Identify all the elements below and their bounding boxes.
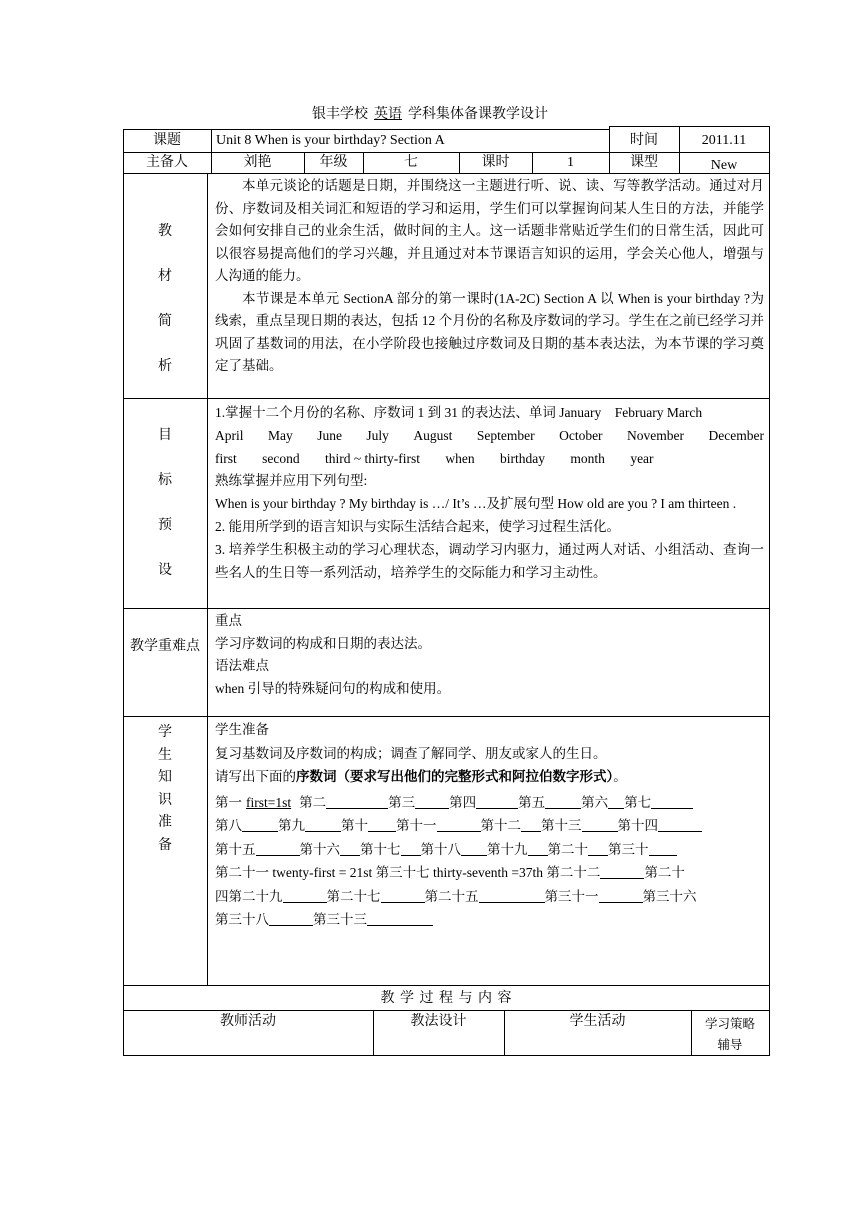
analysis-label-char: 简 [158,314,172,329]
grade-value: 七 [404,154,418,170]
period-label: 课时 [481,154,510,170]
analysis-label-char: 材 [158,269,172,284]
ordinal-example: first=1st [246,794,292,810]
answer-blank[interactable] [368,817,396,832]
topic-label: 课题 [153,132,181,148]
ordinal-prompt: 第十三 [541,818,582,833]
ordinal-prompt: 第九 [278,818,305,833]
time-value: 2011.11 [701,132,747,148]
answer-blank[interactable] [305,817,341,832]
ordinal-line-4 [215,861,764,885]
answer-blank[interactable] [588,841,608,856]
process-title: 教 学 过 程 与 内 容 [380,990,513,1006]
month-word: November [627,427,685,443]
month-word: August [413,427,453,443]
months-row [215,425,764,448]
ordinal-prompt: 第三十八 [215,912,269,927]
answer-blank[interactable] [269,911,313,926]
prep-label [123,722,207,857]
prep-task [215,765,764,789]
col-method-design: 教法设计 [410,1014,467,1029]
goals-label-char: 目 [158,428,172,443]
task-suffix: 。 [613,769,627,784]
goals-label-char: 预 [158,518,172,533]
col-learning-strategy-line: 辅导 [717,1038,743,1052]
answer-blank[interactable] [599,888,643,903]
difficulty-label: 教学重难点 [130,639,200,654]
ordinal-prompt: 第三 [388,794,416,810]
vocab-row [215,448,764,471]
ordinal-prompt: 第十 [341,818,368,833]
col-learning-strategy-line: 学习策略 [704,1017,755,1031]
answer-blank[interactable] [545,794,581,809]
school-name: 银丰学校 [312,107,368,122]
month-word: June [317,427,342,443]
prep-review: 复习基数词及序数词的构成；调查了解同学、朋友或家人的生日。 [215,745,607,761]
document-title [0,106,860,124]
ordinal-prompt: 第六 [581,794,609,810]
answer-blank[interactable] [479,888,545,903]
ordinal-prompt: 第七 [624,794,652,810]
type-value: New [710,157,738,173]
goal-2: 2. 能用所学到的语言知识与实际生活结合起来，使学习过程生活化。 [215,518,620,534]
answer-blank[interactable] [608,794,624,809]
answer-blank[interactable] [528,841,548,856]
difficulty-content [215,610,764,700]
ordinal-prompt: 第十一 [396,818,437,833]
key-point-text: 学习序数词的构成和日期的表达法。 [215,635,431,651]
month-word: October [559,427,603,443]
ordinal-prompt: 第五 [518,794,546,810]
ordinal-examples: 第二十一 twenty-first = 21st 第三十七 thirty-seventh =37th 第二十二 [215,865,601,880]
prep-label-char: 备 [158,837,172,853]
type-label: 课型 [630,154,658,170]
ordinal-line-6 [215,908,764,932]
prep-label-char: 学 [158,725,172,740]
ordinal-prompt: 第十九 [487,841,528,857]
answer-blank[interactable] [582,817,618,832]
month-word: May [267,427,293,443]
ordinal-prompt: 第十二 [480,818,521,833]
goal-1-intro: 1.掌握十二个月份的名称、序数词 1 到 31 的表达法、单词 January February March [215,405,703,420]
vocab-word: second [262,450,300,466]
answer-blank[interactable] [651,794,693,809]
analysis-label-char: 教 [158,224,172,239]
task-prefix: 请写出下面的 [215,769,296,784]
ordinal-prompt: 第二十五 [424,888,479,904]
goals-content [215,402,764,584]
time-label: 时间 [630,132,658,148]
analysis-paragraph-2: 本节课是本单元 SectionA 部分的第一课时(1A-2C) Section A 以 When is your birthday ?为线索，重点呈现日期的表达，包括 12 个月份的名称及序数词的学习。学生在之前已经学习并巩固了基数词的用法，在小学阶段也接触过序数词及日期的基本表达法，为本节课的学习奠定了基础。 [215,290,764,373]
grammar-difficulty-label: 语法难点 [215,658,269,673]
ordinal-prompt: 第三十三 [313,912,367,927]
col-student-activity: 学生活动 [569,1014,626,1029]
prep-label-char: 知 [158,770,172,785]
ordinal-line-2 [215,814,764,838]
answer-blank[interactable] [340,841,360,856]
ordinal-prompt: 第三十一 [544,888,599,904]
ordinal-prompt: 第三十六 [642,888,697,904]
answer-blank[interactable] [256,841,300,856]
ordinal-prompt: 第十八 [420,841,461,857]
vocab-word: year [630,450,654,466]
answer-blank[interactable] [658,817,702,832]
grade-label: 年级 [319,154,348,170]
ordinal-prompt: 第二十七 [326,888,381,904]
answer-blank[interactable] [283,888,327,903]
grammar-difficulty-text: when 引导的特殊疑问句的构成和使用。 [215,680,451,696]
key-point-label: 重点 [215,613,242,628]
ordinal-line-3 [215,838,764,862]
ordinal-prompt: 第八 [215,818,242,833]
subject-name: 英语 [374,107,402,122]
goals-label-char: 设 [158,563,172,578]
prep-label-char: 准 [158,815,172,830]
ordinal-prompt: 第四 [449,794,477,810]
month-word: December [708,427,764,443]
ordinal-prompt: 四第二十九 [215,888,283,904]
answer-blank[interactable] [381,888,425,903]
answer-blank[interactable] [649,841,677,856]
preparer-label: 主备人 [146,154,188,170]
goals-label [123,424,207,604]
vocab-word: first [215,450,237,466]
answer-blank[interactable] [242,817,278,832]
prep-label-char: 生 [158,747,172,763]
answer-blank[interactable] [415,794,449,809]
col-learning-strategy [691,1014,769,1056]
answer-blank[interactable] [521,817,541,832]
ordinal-prompt: 第三十 [608,841,649,857]
period-value: 1 [567,154,574,170]
answer-blank[interactable] [367,911,433,926]
vocab-word: third ~ thirty-first [325,450,421,466]
sentence-patterns: When is your birthday ? My birthday is …/ It’s …及扩展句型 How old are you ? I am thirteen . [215,496,737,512]
answer-blank[interactable] [461,841,487,856]
task-emphasis: 序数词（要求写出他们的完整形式和阿拉伯数字形式） [296,769,614,784]
prep-content [215,718,764,932]
ordinal-line-1 [215,791,764,815]
month-word: July [366,427,389,443]
patterns-intro: 熟练掌握并应用下列句型: [215,473,368,489]
ordinal-prompt: 第二 [299,794,327,810]
goals-label-char: 标 [158,473,172,488]
analysis-content [215,175,764,378]
goal-3: 3. 培养学生积极主动的学习心理状态，调动学习内驱力，通过两人对话、小组活动、查询一些名人的生日等一系列活动，培养学生的交际能力和学习主动性。 [215,541,764,580]
ordinal-prompt: 第十五 [215,841,256,857]
ordinal-line-5 [215,885,764,909]
analysis-paragraph-1: 本单元谈论的话题是日期，并围绕这一主题进行听、说、读、写等教学活动。通过对月份、序数词及相关词汇和短语的学习和运用，学生们可以掌握询问某人生日的方法，并能学会如何安排自己的业余生活，做时间的主人。这一话题非常贴近学生们的日常生活，因此可以很容易提高他们的学习兴趣，并且通过对本节课语言知识的运用，学会关心他人，增强与人沟通的能力。 [215,178,764,283]
answer-blank[interactable] [600,864,644,879]
ordinal-prompt: 第一 [215,794,242,810]
ordinal-prompt: 第二十 [644,865,685,880]
prep-heading: 学生准备 [215,722,269,737]
ordinal-prompt: 第二十 [547,841,588,857]
preparer-value: 刘艳 [243,154,272,170]
title-suffix: 学科集体备课教学设计 [408,107,548,122]
answer-blank[interactable] [326,794,388,809]
ordinal-prompt: 第十四 [617,818,658,833]
month-word: April [215,427,244,443]
ordinal-prompt: 第十七 [360,841,401,857]
vocab-word: month [570,450,605,466]
ordinal-prompt: 第十六 [299,841,340,857]
analysis-label-char: 析 [158,359,172,374]
answer-blank[interactable] [401,841,421,856]
month-word: September [476,427,535,443]
analysis-label [123,220,207,400]
vocab-word: birthday [500,450,546,466]
prep-label-char: 识 [158,792,172,808]
answer-blank[interactable] [437,817,481,832]
col-teacher-activity: 教师活动 [220,1014,276,1029]
topic-value: Unit 8 When is your birthday? Section A [216,132,445,148]
vocab-word: when [445,450,475,466]
answer-blank[interactable] [476,794,518,809]
